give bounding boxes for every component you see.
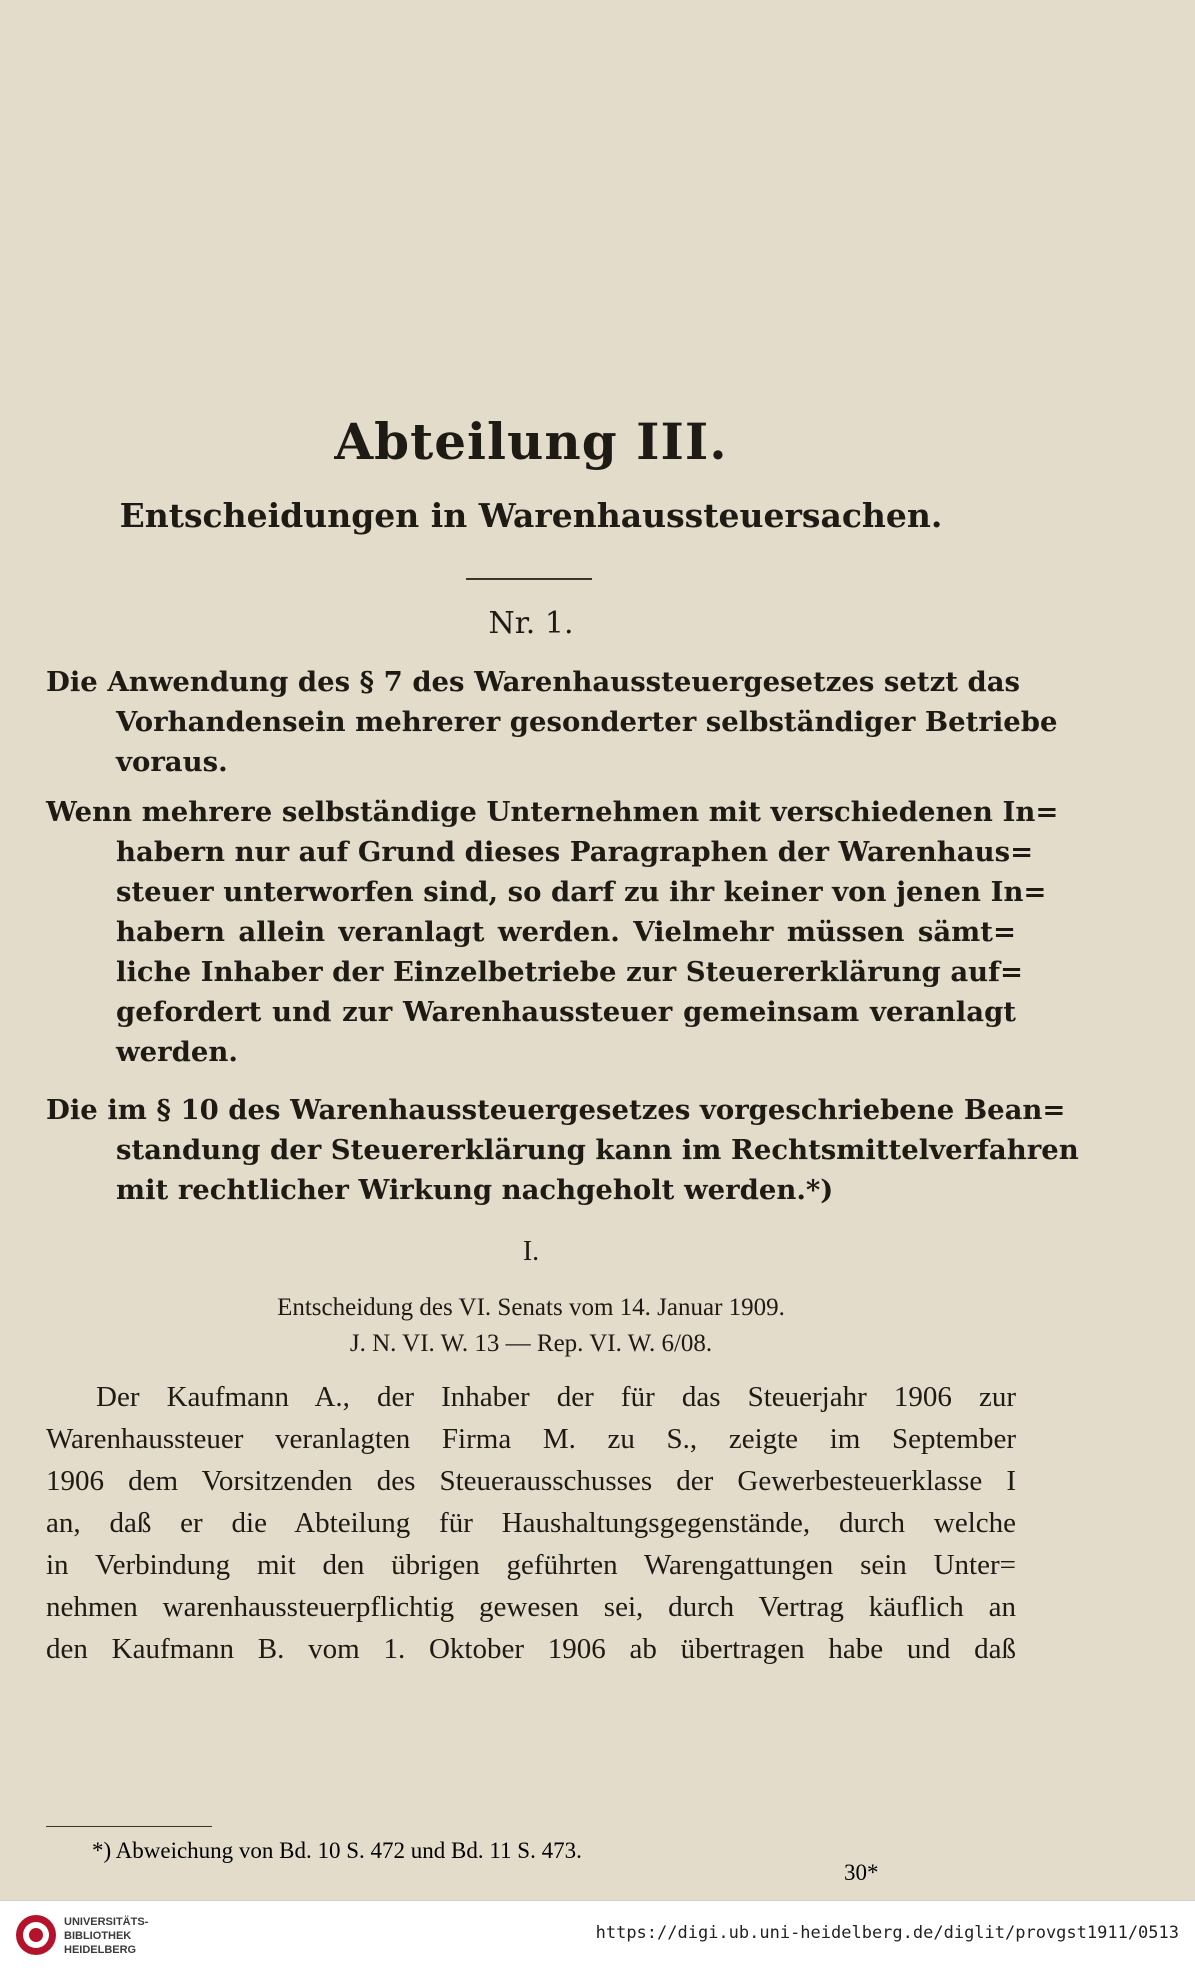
- body-line: nehmen warenhaussteuerpflichtig gewesen sei, durch Vertrag käuflich an: [46, 1591, 1016, 1623]
- body-line: an, daß er die Abteilung für Haushaltungsgegenstände, durch welche: [46, 1507, 1016, 1539]
- headnote-line: Wenn mehrere selbständige Unternehmen mit verschiedenen In=: [46, 796, 1059, 828]
- library-name: [64, 1915, 148, 1957]
- subsection-number: I.: [522, 1236, 540, 1267]
- headnote-line: Die Anwendung des § 7 des Warenhaussteuergesetzes setzt das: [46, 666, 1021, 698]
- headnote-line: Vorhandensein mehrerer gesonderter selbständiger Betriebe: [116, 706, 1058, 738]
- body-line: den Kaufmann B. vom 1. Oktober 1906 ab übertragen habe und daß: [46, 1633, 1016, 1665]
- library-name-line: HEIDELBERG: [64, 1944, 137, 1956]
- body-line: Warenhaussteuer veranlagten Firma M. zu S., zeigte im September: [46, 1423, 1016, 1455]
- decision-reference: J. N. VI. W. 13 — Rep. VI. W. 6/08.: [349, 1330, 713, 1357]
- section-subheading: Entscheidungen in Warenhaussteuersachen.: [119, 496, 943, 535]
- footnote: *) Abweichung von Bd. 10 S. 472 und Bd. 11 S. 473.: [92, 1838, 582, 1863]
- permalink-url[interactable]: https://digi.ub.uni-heidelberg.de/diglit/provgst1911/0513: [595, 1923, 1179, 1943]
- headnote-line: liche Inhaber der Einzelbetriebe zur Steuererklärung auf=: [116, 956, 1024, 988]
- bleed-through-text: [40, 108, 1060, 144]
- decision-line: Entscheidung des VI. Senats vom 14. Januar 1909.: [277, 1294, 785, 1321]
- body-line: Der Kaufmann A., der Inhaber der für das Steuerjahr 1906 zur: [96, 1381, 1016, 1413]
- viewer-footer: [0, 1900, 1195, 1973]
- university-library-logo-icon: [14, 1913, 58, 1957]
- headnote-paragraph-1: [46, 662, 1058, 782]
- headnote-line: habern allein veranlagt werden. Vielmehr müssen sämt=: [116, 916, 1016, 948]
- headnote-line: werden.: [116, 1036, 238, 1068]
- decision-citation: [46, 1290, 1016, 1362]
- footnote-rule: [46, 1826, 212, 1827]
- body-line: 1906 dem Vorsitzenden des Steuerausschusses der Gewerbesteuerklasse I: [46, 1465, 1016, 1497]
- signature-mark: 30*: [844, 1860, 879, 1885]
- headnote-line: mit rechtlicher Wirkung nachgeholt werden.*): [116, 1174, 834, 1206]
- headnote-line: steuer unterworfen sind, so darf zu ihr keiner von jenen In=: [116, 876, 1047, 908]
- headnote-line: voraus.: [116, 746, 228, 778]
- headnote-line: standung der Steuererklärung kann im Rechtsmittelverfahren: [116, 1134, 1079, 1166]
- library-name-line: BIBLIOTHEK: [64, 1930, 132, 1942]
- headnote-paragraph-3: [46, 1090, 1079, 1210]
- headnote-line: habern nur auf Grund dieses Paragraphen der Warenhaus=: [116, 836, 1034, 868]
- case-number: Nr. 1.: [488, 606, 574, 641]
- library-name-line: UNIVERSITÄTS-: [64, 1916, 149, 1928]
- headnote-line: gefordert und zur Warenhaussteuer gemeinsam veranlagt: [116, 996, 1016, 1028]
- body-line: in Verbindung mit den übrigen geführten Warengattungen sein Unter=: [46, 1549, 1016, 1581]
- body-paragraph: [46, 1376, 1016, 1670]
- section-heading: Abteilung III.: [334, 412, 728, 471]
- headnote-line: Die im § 10 des Warenhaussteuergesetzes vorgeschriebene Bean=: [46, 1094, 1066, 1126]
- headnote-paragraph-2: [46, 792, 1059, 1072]
- heading-rule: [466, 578, 592, 580]
